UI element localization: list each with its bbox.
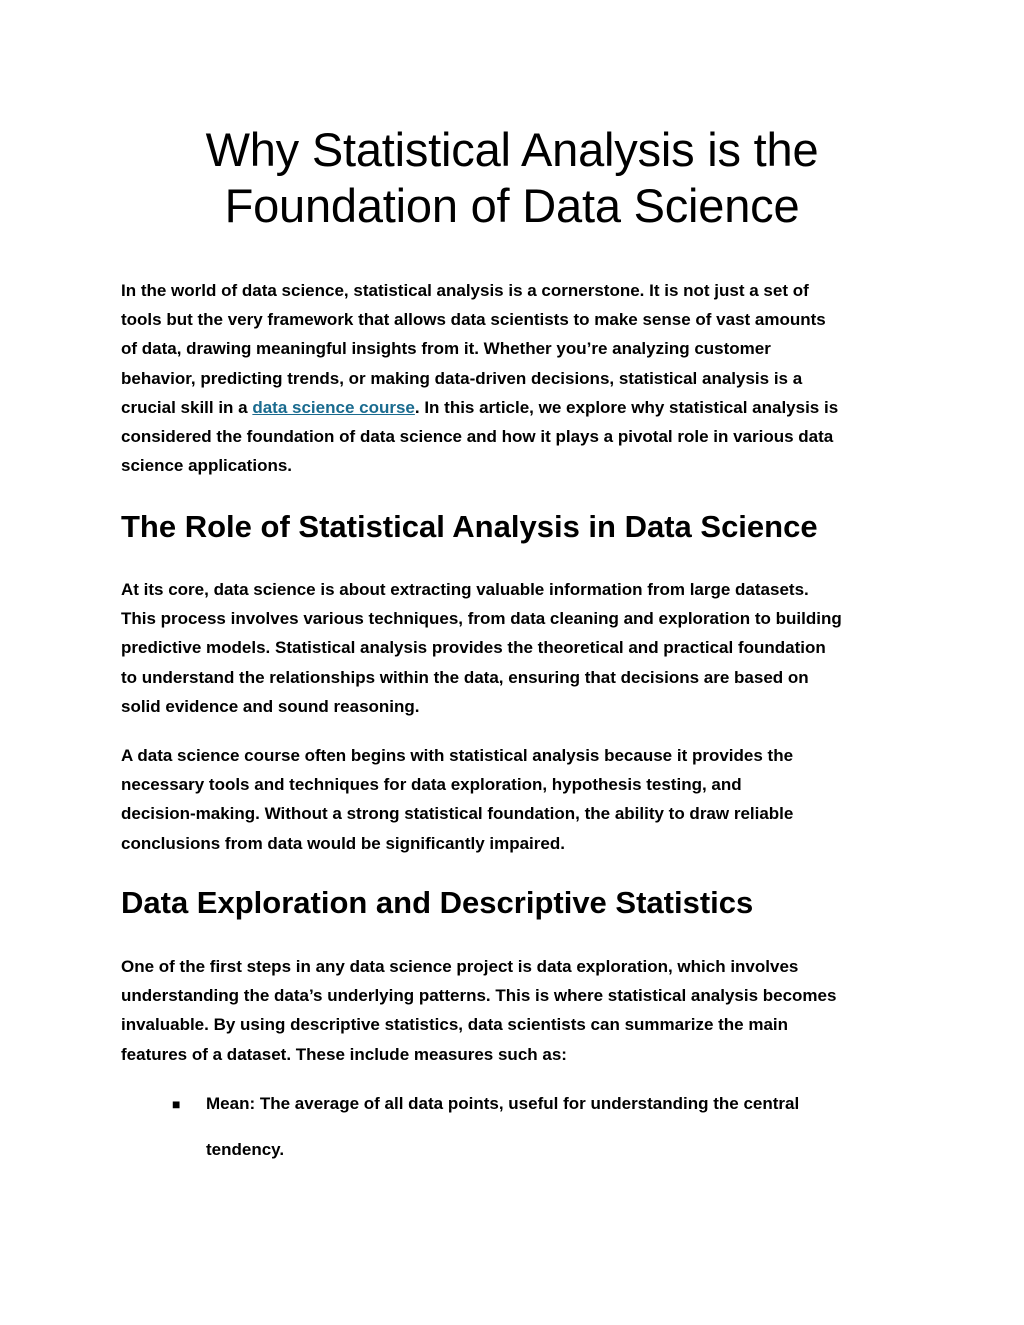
list-item-line: tendency. [206,1140,285,1159]
document-title [100,122,924,234]
paragraph-text: crucial skill in a [121,397,253,417]
paragraph-line: tools but the very framework that allows data scientists to make sense of vast amounts [121,310,826,330]
paragraph-line: One of the first steps in any data science project is data exploration, which involves [121,957,799,976]
paragraph-line: This process involves various techniques, from data cleaning and exploration to building [121,609,842,629]
paragraph-text: . In this article, we explore why statistical analysis is [414,397,839,417]
paragraph-line: of data, drawing meaningful insights from it. Whether you’re analyzing customer [121,339,771,359]
paragraph-line: solid evidence and sound reasoning. [121,696,420,716]
section1-paragraph-2 [121,741,921,858]
section-heading-role: The Role of Statistical Analysis in Data Science [121,509,818,544]
paragraph-line: understanding the data’s underlying patterns. This is where statistical analysis becomes [121,986,837,1006]
intro-paragraph [121,276,921,480]
section1-paragraph-1 [121,575,921,721]
paragraph-line: predictive models. Statistical analysis provides the theoretical and practical foundation [121,638,826,658]
square-bullet-icon: ■ [172,1096,181,1112]
paragraph-line-with-link [121,393,921,422]
data-science-course-link[interactable]: data science course [252,397,415,417]
paragraph-line: conclusions from data would be significantly impaired. [121,833,565,853]
list-item-text [206,1091,906,1163]
paragraph-line: invaluable. By using descriptive statistics, data scientists can summarize the main [121,1015,789,1035]
section2-paragraph-1 [121,952,921,1069]
paragraph-line: A data science course often begins with statistical analysis because it provides the [121,746,794,765]
paragraph-line: At its core, data science is about extracting valuable information from large datasets. [121,580,809,599]
paragraph-line: science applications. [121,456,293,476]
paragraph-line: features of a dataset. These include measures such as: [121,1044,567,1064]
paragraph-line: In the world of data science, statistical analysis is a cornerstone. It is not just a set of [121,281,809,300]
paragraph-line: necessary tools and techniques for data exploration, hypothesis testing, and [121,775,742,795]
paragraph-line: decision-making. Without a strong statistical foundation, the ability to draw reliable [121,804,794,824]
paragraph-line: considered the foundation of data science and how it plays a pivotal role in various data [121,427,834,447]
list-item-line: Mean: The average of all data points, useful for understanding the central [206,1094,800,1113]
document-title-line: Foundation of Data Science [224,179,800,232]
document-title-line: Why Statistical Analysis is the [205,123,819,176]
paragraph-line: to understand the relationships within the data, ensuring that decisions are based on [121,667,809,687]
section-heading-exploration: Data Exploration and Descriptive Statistics [121,885,754,920]
paragraph-line: behavior, predicting trends, or making data-driven decisions, statistical analysis is a [121,368,803,388]
